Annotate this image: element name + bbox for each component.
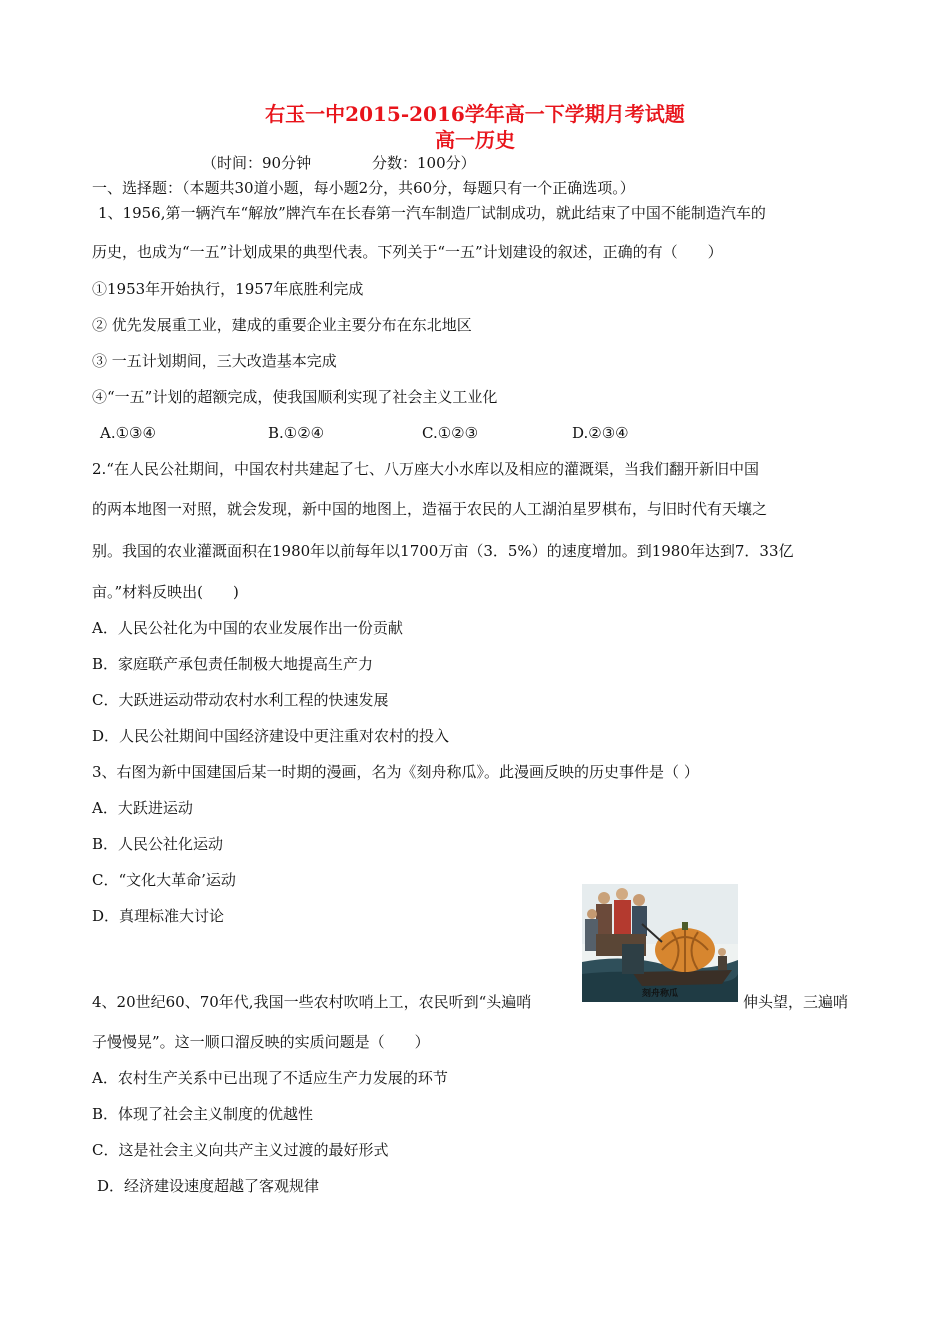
q3-option-c: C．“文化大革命’运动: [92, 871, 236, 889]
q2-stem-line1: 2.“在人民公社期间，中国农村共建起了七、八万座大小水库以及相应的灌溉渠，当我们翻开新旧中国: [92, 460, 759, 478]
q1-stem-line1: 1、1956,第一辆汽车“解放”牌汽车在长春第一汽车制造厂试制成功，就此结束了中国不能制造汽车的: [98, 204, 766, 222]
q3-option-d: D．真理标准大讨论: [92, 907, 225, 925]
q2-stem-line3: 别。我国的农业灌溉面积在1980年以前每年以1700万亩（3．5%）的速度增加。到1980年达到7．33亿: [92, 542, 794, 560]
q1-option-a: A.①③④: [100, 424, 156, 442]
exam-time: （时间：90分钟: [202, 154, 312, 172]
q4-stem-line1-start: 4、20世纪60、70年代,我国一些农村吹哨上工，农民听到“头遍哨: [92, 993, 532, 1011]
q3-option-b: B．人民公社化运动: [92, 835, 224, 853]
q2-stem-line2: 的两本地图一对照，就会发现，新中国的地图上，造福于农民的人工湖泊星罗棋布，与旧时代有天壤之: [92, 500, 768, 518]
q3-option-a: A．大跃进运动: [92, 799, 193, 817]
exam-title: 右玉一中2015-2016学年高一下学期月考试题: [265, 102, 685, 126]
q1-stem-line2: 历史，也成为“一五”计划成果的典型代表。下列关于“一五”计划建设的叙述，正确的有（ ）: [92, 243, 723, 261]
q4-option-c: C．这是社会主义向共产主义过渡的最好形式: [92, 1141, 389, 1159]
figure-caption: 刻舟称瓜: [641, 989, 678, 999]
q1-option-d: D.②③④: [572, 424, 629, 442]
q1-option-b: B.①②④: [268, 424, 325, 442]
q2-stem-line4: 亩。”材料反映出( ): [92, 583, 239, 601]
q4-option-b: B．体现了社会主义制度的优越性: [92, 1105, 314, 1123]
q1-statement-2: ② 优先发展重工业，建成的重要企业主要分布在东北地区: [92, 316, 472, 334]
q2-option-a: A．人民公社化为中国的农业发展作出一份贡献: [92, 619, 403, 637]
section-heading: 一、选择题：（本题共30道小题，每小题2分，共60分，每题只有一个正确选项。）: [92, 179, 635, 197]
exam-subject: 高一历史: [435, 128, 515, 152]
q4-option-a: A．农村生产关系中已出现了不适应生产力发展的环节: [92, 1069, 448, 1087]
q2-option-b: B．家庭联产承包责任制极大地提高生产力: [92, 655, 374, 673]
q4-stem-line2: 子慢慢晃”。这一顺口溜反映的实质问题是（ ）: [92, 1033, 430, 1051]
q2-option-c: C．大跃进运动带动农村水利工程的快速发展: [92, 691, 389, 709]
q1-statement-4: ④“一五”计划的超额完成，使我国顺利实现了社会主义工业化: [92, 388, 498, 406]
q2-option-d: D．人民公社期间中国经济建设中更注重对农村的投入: [92, 727, 450, 745]
q3-stem-line1: 3、右图为新中国建国后某一时期的漫画，名为《刻舟称瓜》。此漫画反映的历史事件是（ ）: [92, 763, 699, 781]
q1-option-c: C.①②③: [422, 424, 479, 442]
cartoon-figure: [582, 884, 738, 1002]
exam-score: 分数：100分）: [372, 154, 476, 172]
q4-stem-line1-end: 伸头望，三遍哨: [743, 993, 849, 1011]
cartoon-illustration: [582, 884, 738, 1002]
q4-option-d: D．经济建设速度超越了客观规律: [97, 1177, 320, 1195]
q1-statement-3: ③ 一五计划期间，三大改造基本完成: [92, 352, 337, 370]
q1-statement-1: ①1953年开始执行，1957年底胜利完成: [92, 280, 364, 298]
